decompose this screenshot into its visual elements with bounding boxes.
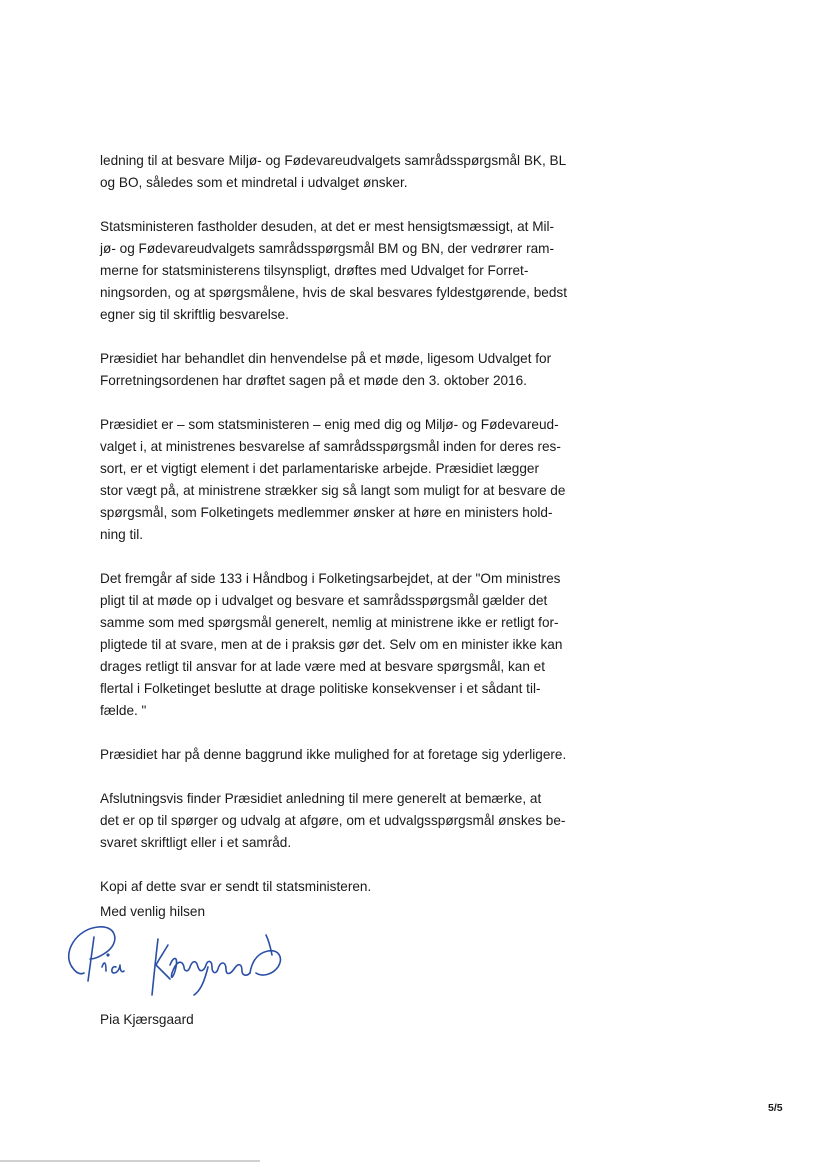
text-line: Præsidiet har på denne baggrund ikke mulighed for at foretage sig yderligere. (100, 747, 567, 762)
text-line: Præsidiet er – som statsministeren – enig med dig og Miljø- og Fødevareud- (100, 417, 559, 432)
closing-salutation: Med venlig hilsen (100, 904, 206, 919)
paragraph-3 (100, 348, 590, 392)
text-line: pligtede til at svare, men at de i praksis gør det. Selv om en minister ikke kan (100, 637, 563, 652)
text-line: Det fremgår af side 133 i Håndbog i Folketingsarbejdet, at der "Om ministres (100, 571, 561, 586)
letter-body (100, 150, 590, 920)
text-line: fælde. " (100, 703, 147, 718)
paragraph-5 (100, 568, 590, 722)
text-line: ning til. (100, 527, 144, 542)
text-line: det er op til spørger og udvalg at afgøre, om et udvalgsspørgsmål ønskes be- (100, 813, 566, 828)
page-number: 5/5 (768, 1102, 783, 1114)
paragraph-1 (100, 150, 590, 194)
text-line: Kopi af dette svar er sendt til statsministeren. (100, 879, 372, 894)
text-line: svaret skriftligt eller i et samråd. (100, 835, 292, 850)
text-line: valget i, at ministrenes besvarelse af samrådsspørgsmål inden for deres res- (100, 439, 561, 454)
paragraph-6 (100, 744, 590, 766)
text-line: Afslutningsvis finder Præsidiet anledning til mere generelt at bemærke, at (100, 791, 542, 806)
text-line: ningsorden, og at spørgsmålene, hvis de skal besvares fyldestgørende, bedst (100, 285, 567, 300)
scan-edge-line (0, 1160, 260, 1162)
text-line: Præsidiet har behandlet din henvendelse på et møde, ligesom Udvalget for (100, 351, 552, 366)
text-line: Forretningsordenen har drøftet sagen på et møde den 3. oktober 2016. (100, 373, 527, 388)
text-line: jø- og Fødevareudvalgets samrådsspørgsmål BM og BN, der vedrører ram- (100, 241, 555, 256)
text-line: ledning til at besvare Miljø- og Fødevareudvalgets samrådsspørgsmål BK, BL (100, 153, 567, 168)
paragraph-4 (100, 414, 590, 546)
text-line: stor vægt på, at ministrene strækker sig så langt som muligt for at besvare de (100, 483, 566, 498)
text-line: pligt til at møde op i udvalget og besvare et samrådsspørgsmål gælder det (100, 593, 548, 608)
text-line: flertal i Folketinget beslutte at drage politiske konsekvenser i et sådant til- (100, 681, 541, 696)
text-line: egner sig til skriftlig besvarelse. (100, 307, 289, 322)
paragraph-7 (100, 788, 590, 854)
text-line: merne for statsministerens tilsynspligt, drøftes med Udvalget for Forret- (100, 263, 529, 278)
text-line: sort, er et vigtigt element i det parlamentariske arbejde. Præsidiet lægger (100, 461, 539, 476)
signer-name: Pia Kjærsgaard (100, 1012, 194, 1027)
text-line: samme som med spørgsmål generelt, nemlig at ministrene ikke er retligt for- (100, 615, 559, 630)
text-line: drages retligt til ansvar for at lade være med at besvare spørgsmål, kan et (100, 659, 546, 674)
text-line: Statsministeren fastholder desuden, at det er mest hensigtsmæssigt, at Mil- (100, 219, 555, 234)
paragraph-2 (100, 216, 590, 326)
text-line: spørgsmål, som Folketingets medlemmer ønsker at høre en ministers hold- (100, 505, 553, 520)
text-line: og BO, således som et mindretal i udvalget ønsker. (100, 175, 408, 190)
paragraph-8 (100, 876, 590, 898)
